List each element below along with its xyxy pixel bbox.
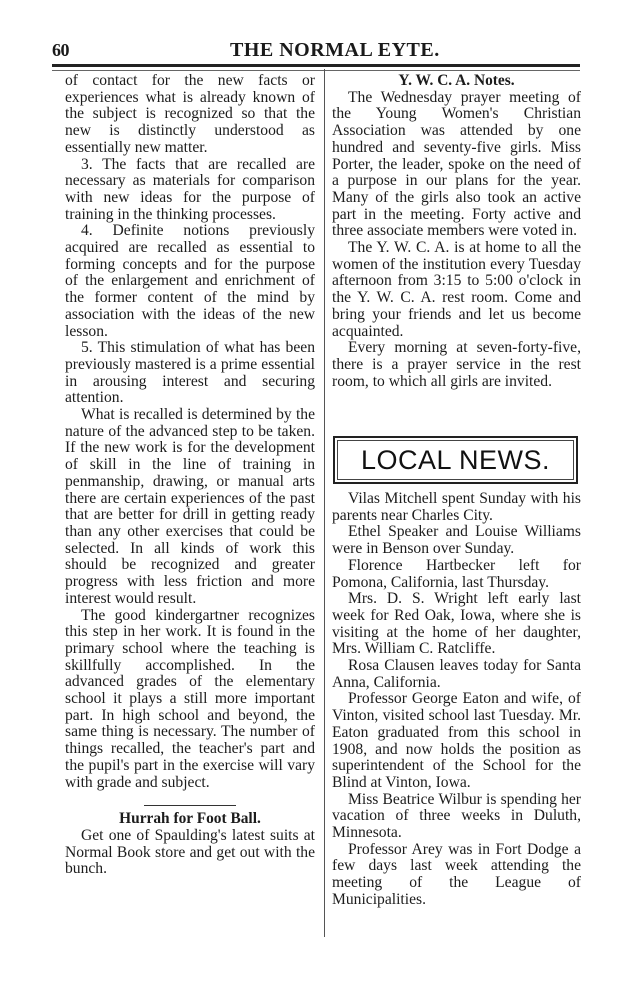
article-paragraph: of contact for the new facts or experiences what is already known of the subject is recognized so that the new is distinctly understood as essentially new matter.	[65, 72, 315, 156]
section-separator	[144, 805, 236, 806]
news-item: Professor George Eaton and wife, of Vinton, visited school last Tuesday. Mr. Eaton graduated from this school in 1908, and now holds the position as superintendent of the School for the Blind at Vinton, Iowa.	[332, 690, 581, 791]
local-news-list	[332, 491, 581, 909]
article-paragraph: The good kindergartner recognizes this step in her work. It is found in the primary school where the teaching is skillfully accomplished. In the advanced grades of the elementary school it plays a still more important part. In high school and beyond, the same thing is necessary. The number of things recalled, the teacher's part and the pupil's part in the exercise will vary with grade and subject.	[65, 606, 315, 791]
football-heading: Hurrah for Foot Ball.	[119, 810, 261, 828]
football-paragraph: Get one of Spaulding's latest suits at Normal Book store and get out with the bunch.	[65, 826, 315, 878]
news-item: Professor Arey was in Fort Dodge a few days last week attending the meeting of the League of Municipalities.	[332, 840, 581, 908]
newspaper-title: THE NORMAL EYTE.	[230, 39, 440, 61]
local-news-header-box	[333, 436, 578, 484]
masthead-rule-thin	[52, 70, 580, 71]
ywca-paragraph: The Wednesday prayer meeting of the Young Women's Christian Association was attended by one hundred and seventy-five girls. Miss Porter, the leader, spoke on the need of a purpose in our plans for the year. Many of the girls also took an active part in the meeting. Forty active and three associate members were voted in.	[332, 88, 581, 240]
news-item: Vilas Mitchell spent Sunday with his parents near Charles City.	[332, 490, 581, 524]
local-news-heading: LOCAL NEWS.	[337, 440, 574, 480]
news-item: Mrs. D. S. Wright left early last week for Red Oak, Iowa, where she is visiting at the home of her daughter, Mrs. William C. Ratcliffe.	[332, 590, 581, 658]
news-item: Florence Hartbecker left for Pomona, California, last Thursday.	[332, 556, 581, 591]
article-paragraph: 3. The facts that are recalled are necessary as materials for comparison with new ideas for the purpose of training in the thinking processes.	[65, 155, 315, 223]
masthead-rule-thick	[52, 64, 580, 67]
ywca-paragraph: The Y. W. C. A. is at home to all the women of the institution every Tuesday afternoon from 3:15 to 5:00 o'clock in the Y. W. C. A. rest room. Come and bring your friends and let us become acquainted.	[332, 239, 581, 340]
article-paragraph: 4. Definite notions previously acquired are recalled as essential to forming concepts and for the purpose of the enlargement and enrichment of the former content of the mind by association with the ideas of the new lesson.	[65, 222, 315, 340]
news-item: Miss Beatrice Wilbur is spending her vacation of three weeks in Duluth, Minnesota.	[332, 790, 581, 842]
news-item: Rosa Clausen leaves today for Santa Anna, California.	[332, 657, 581, 691]
masthead	[52, 36, 580, 62]
page-number: 60	[52, 40, 69, 60]
column-divider	[324, 69, 325, 937]
right-column-ywca	[332, 73, 581, 390]
ywca-paragraph: Every morning at seven-forty-five, there is a prayer service in the rest room, to which all girls are invited.	[332, 339, 581, 390]
left-column	[65, 73, 315, 878]
article-paragraph: What is recalled is determined by the nature of the advanced step to be taken. If the new work is for the development of skill in the line of training in penmanship, drawing, or manual arts there are certain experiences of the past that are better for drill in getting ready than any other exercises that could be selected. In all kinds of work this should be recognized and greater progress with less friction and more interest would result.	[65, 406, 315, 607]
article-paragraph: 5. This stimulation of what has been previously mastered is a prime essential in arousing interest and securing attention.	[65, 339, 315, 407]
news-item: Ethel Speaker and Louise Williams were in Benson over Sunday.	[332, 523, 581, 558]
ywca-heading: Y. W. C. A. Notes.	[398, 72, 515, 89]
